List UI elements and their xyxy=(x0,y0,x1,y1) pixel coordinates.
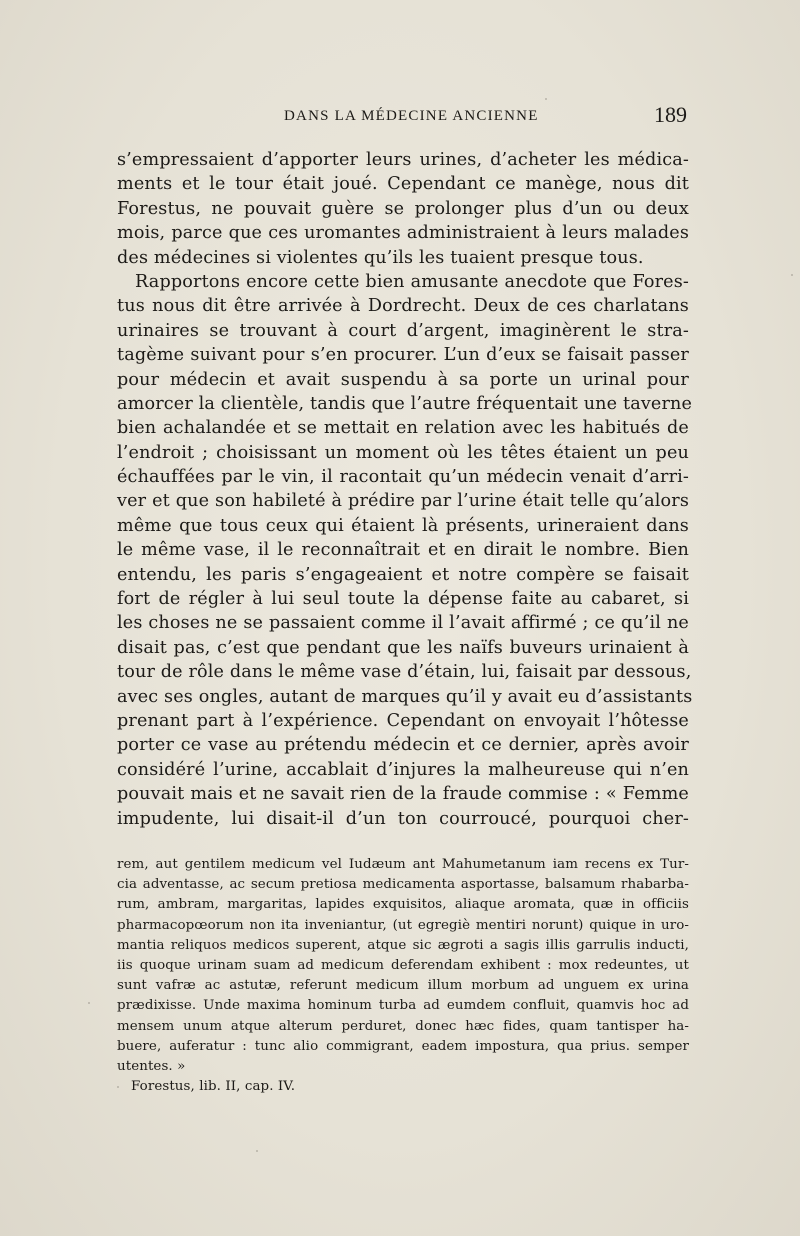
text-line: le même vase, il le reconnaîtrait et en dirait le nombre. Bien xyxy=(117,540,689,561)
footnote-line: utentes. » xyxy=(117,1058,186,1074)
paper-speck xyxy=(117,1086,119,1088)
footnote-line: rum, ambram, margaritas, lapides exquisitos, aliaque aromata, quæ in officiis xyxy=(117,897,689,913)
footnote-line: iis quoque urinam suam ad medicum deferendam exhibent : mox redeuntes, ut xyxy=(117,957,689,973)
main-text-block xyxy=(117,148,693,831)
footnote-line: mantia reliquos medicos superent, atque sic ægroti a sagis illis garrulis inducti, xyxy=(117,937,689,953)
text-line: urinaires se trouvant à court d’argent, imaginèrent le stra- xyxy=(117,320,689,341)
text-line: bien achalandée et se mettait en relation avec les habitués de xyxy=(117,418,689,439)
footnote-block xyxy=(117,855,689,1097)
text-line: entendu, les paris s’engageaient et notre compère se faisait xyxy=(117,564,689,585)
footnote-line: sunt vafræ ac astutæ, referunt medicum illum morbum ad unguem ex urina xyxy=(117,978,689,994)
paper-speck xyxy=(791,274,793,276)
text-line: tour de rôle dans le même vase d’étain, lui, faisait par dessous, xyxy=(117,662,692,683)
text-line: prenant part à l’expérience. Cependant on envoyait l’hôtesse xyxy=(117,710,689,731)
text-line: l’endroit ; choisissant un moment où les têtes étaient un peu xyxy=(117,442,689,463)
footnote-line: pharmacopœorum non ita inveniantur, (ut egregiè mentiri norunt) quique in uro- xyxy=(117,917,689,933)
text-line: les choses ne se passaient comme il l’avait affirmé ; ce qu’il ne xyxy=(117,613,689,634)
text-line: avec ses ongles, autant de marques qu’il y avait eu d’assistants xyxy=(117,686,693,707)
footnote-attribution: Forestus, lib. II, cap. IV. xyxy=(131,1079,296,1095)
text-line: ver et que son habileté à prédire par l’urine était telle qu’alors xyxy=(117,491,689,512)
text-line: considéré l’urine, accablait d’injures la malheureuse qui n’en xyxy=(117,759,689,780)
text-line: amorcer la clientèle, tandis que l’autre fréquentait une taverne xyxy=(117,393,693,414)
text-line: pour médecin et avait suspendu à sa porte un urinal pour xyxy=(117,369,689,390)
text-line: s’empressaient d’apporter leurs urines, d’acheter les médica- xyxy=(117,150,689,170)
paper-speck xyxy=(256,1150,258,1152)
text-line: mois, parce que ces uromantes administraient à leurs malades xyxy=(117,223,689,244)
text-line: échauffées par le vin, il racontait qu’un médecin venait d’arri- xyxy=(117,467,689,488)
footnote-line: rem, aut gentilem medicum vel Iudæum ant Mahumetanum iam recens ex Tur- xyxy=(117,857,689,872)
text-line: disait pas, c’est que pendant que les naïfs buveurs urinaient à xyxy=(117,637,689,658)
text-line: Rapportons encore cette bien amusante anecdote que Fores- xyxy=(135,271,689,292)
footnote-line: cia adventasse, ac secum pretiosa medicamenta asportasse, balsamum rhabarba- xyxy=(117,877,689,893)
running-head xyxy=(117,104,689,134)
text-line: des médecines si violentes qu’ils les tuaient presque tous. xyxy=(117,247,644,268)
text-line: tus nous dit être arrivée à Dordrecht. Deux de ces charlatans xyxy=(117,296,689,317)
text-line: impudente, lui disait-il d’un ton courroucé, pourquoi cher- xyxy=(117,808,689,829)
text-line: pouvait mais et ne savait rien de la fraude commise : « Femme xyxy=(117,784,689,805)
text-line: même que tous ceux qui étaient là présents, urineraient dans xyxy=(117,515,689,536)
footnote-line: mensem unum atque alterum perduret, donec hæc fides, quam tantisper ha- xyxy=(117,1018,689,1034)
page-number: 189 xyxy=(654,102,687,127)
paper-speck xyxy=(545,98,547,100)
running-title: DANS LA MÉDECINE ANCIENNE xyxy=(284,108,539,124)
text-line: fort de régler à lui seul toute la dépense faite au cabaret, si xyxy=(117,589,689,610)
paper-speck xyxy=(88,1002,90,1004)
text-line: tagème suivant pour s’en procurer. L’un d’eux se faisait passer xyxy=(117,345,689,366)
footnote-line: buere, auferatur : tunc alio commigrant, eadem impostura, qua prius. semper xyxy=(117,1038,689,1054)
text-line: ments et le tour était joué. Cependant ce manège, nous dit xyxy=(117,174,689,195)
text-line: Forestus, ne pouvait guère se prolonger plus d’un ou deux xyxy=(117,198,689,219)
footnote-line: prædixisse. Unde maxima hominum turba ad eumdem confluit, quamvis hoc ad xyxy=(117,998,689,1014)
text-line: porter ce vase au prétendu médecin et ce dernier, après avoir xyxy=(117,735,689,756)
